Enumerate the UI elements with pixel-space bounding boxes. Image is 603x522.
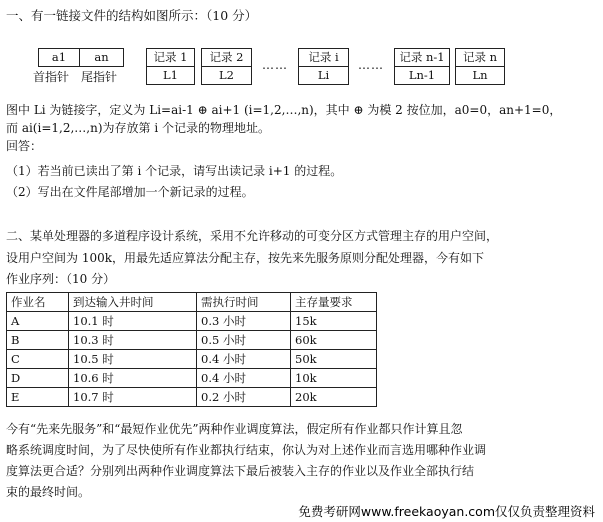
- question-2-line-2: 设用户空间为 100k，用最先适应算法分配主存，按先来先服务原则分配处理器，今有如下: [6, 251, 484, 265]
- record-1-data: 记录 1: [146, 48, 195, 67]
- table-cell: 10.5 时: [69, 350, 197, 369]
- record-n-link: Ln: [455, 66, 505, 85]
- table-row: [7, 331, 377, 350]
- record-1-link: L1: [146, 66, 195, 85]
- q1-answer-prompt: 回答：: [6, 139, 43, 153]
- q2-para-line-1: 今有“先来先服务”和“最短作业优先”两种作业调度算法，假定所有作业都只作计算且忽: [6, 422, 463, 436]
- table-row: [7, 350, 377, 369]
- pointer-cell-first: a1: [38, 48, 80, 67]
- question-2-line-3: 作业序列：（10 分）: [6, 272, 116, 286]
- q2-para-line-2: 略系统调度时间，为了尽快使所有作业都执行结束，你认为对上述作业而言选用哪种作业调: [6, 443, 487, 457]
- table-cell: E: [7, 388, 69, 407]
- table-header: 作业名: [7, 293, 69, 312]
- table-header-row: [7, 293, 377, 312]
- question-2-line-1: 二、某单处理器的多道程序设计系统，采用不允许移动的可变分区方式管理主存的用户空间，: [6, 229, 499, 243]
- table-cell: B: [7, 331, 69, 350]
- ellipsis-2: ……: [358, 58, 384, 72]
- table-cell: 0.2 小时: [197, 388, 291, 407]
- table-cell: 10.1 时: [69, 312, 197, 331]
- record-2-data: 记录 2: [201, 48, 252, 67]
- record-n-1-link: Ln-1: [394, 66, 450, 85]
- q1-sub-question-1: （1）若当前已读出了第 i 个记录，请写出读记录 i+1 的过程。: [6, 164, 343, 178]
- table-cell: 0.4 小时: [197, 369, 291, 388]
- table-cell: D: [7, 369, 69, 388]
- q1-sub-question-2: （2）写出在文件尾部增加一个新记录的过程。: [6, 185, 254, 199]
- table-cell: 20k: [291, 388, 377, 407]
- table-header: 需执行时间: [197, 293, 291, 312]
- job-table: [6, 292, 377, 407]
- table-cell: 10.7 时: [69, 388, 197, 407]
- q2-para-line-4: 束的最终时间。: [6, 485, 91, 499]
- table-row: [7, 369, 377, 388]
- q1-desc-line-2: 而 ai(i=1,2,…,n)为存放第 i 个记录的物理地址。: [6, 121, 270, 135]
- table-cell: 15k: [291, 312, 377, 331]
- table-cell: A: [7, 312, 69, 331]
- table-cell: 0.4 小时: [197, 350, 291, 369]
- table-cell: 10.6 时: [69, 369, 197, 388]
- table-cell: 50k: [291, 350, 377, 369]
- table-row: [7, 388, 377, 407]
- table-cell: C: [7, 350, 69, 369]
- footer-watermark-text: 免费考研网www.freekaoyan.com仅仅负责整理资料: [298, 504, 595, 519]
- question-1-title: 一、有一链接文件的结构如图所示：（10 分）: [6, 8, 258, 23]
- record-i-link: Li: [298, 66, 349, 85]
- record-i-data: 记录 i: [298, 48, 349, 67]
- table-cell: 0.3 小时: [197, 312, 291, 331]
- record-n-data: 记录 n: [455, 48, 505, 67]
- q2-para-line-3: 度算法更合适？分别列出两种作业调度算法下最后被装入主存的作业以及作业全部执行结: [6, 464, 475, 478]
- q1-desc-line-1: 图中 Li 为链接字，定义为 Li=ai-1 ⊕ ai+1 (i=1,2,…,n)，其中 ⊕ 为模 2 按位加，a0=0，an+1=0，: [6, 103, 562, 117]
- record-n-1-data: 记录 n-1: [394, 48, 450, 67]
- table-cell: 10.3 时: [69, 331, 197, 350]
- record-2-link: L2: [201, 66, 252, 85]
- head-pointer-label: 首指针: [33, 70, 70, 84]
- table-cell: 10k: [291, 369, 377, 388]
- table-cell: 0.5 小时: [197, 331, 291, 350]
- table-row: [7, 312, 377, 331]
- tail-pointer-label: 尾指针: [81, 70, 118, 84]
- ellipsis-1: ……: [262, 58, 288, 72]
- table-header: 主存量要求: [291, 293, 377, 312]
- pointer-cell-last: an: [79, 48, 124, 67]
- table-header: 到达输入井时间: [69, 293, 197, 312]
- table-cell: 60k: [291, 331, 377, 350]
